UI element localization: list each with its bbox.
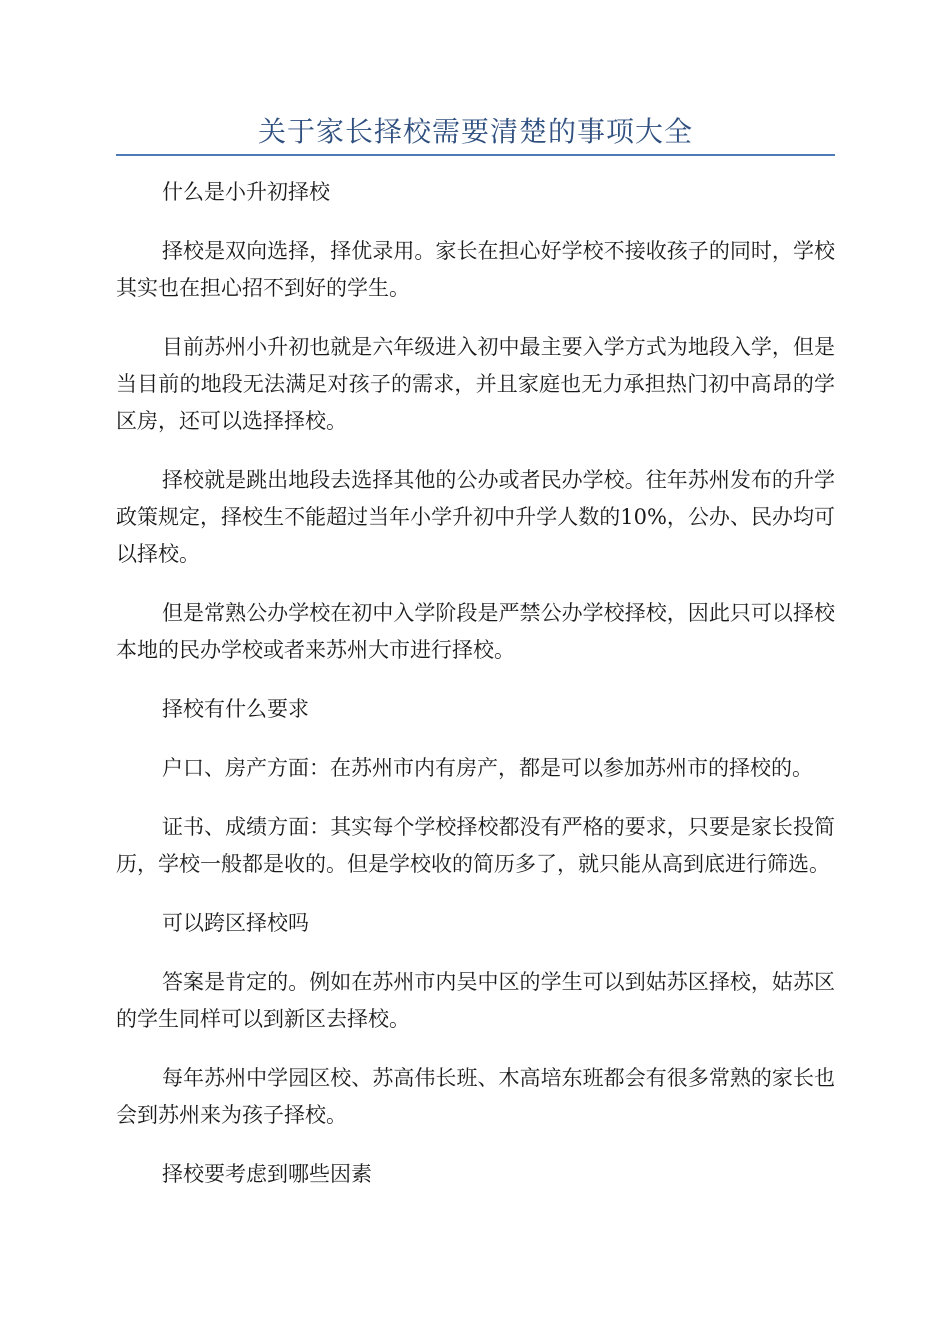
document-body bbox=[116, 174, 835, 1215]
section-heading: 择校要考虑到哪些因素 bbox=[162, 1162, 372, 1186]
section-heading: 可以跨区择校吗 bbox=[162, 911, 309, 935]
body-paragraph: 每年苏州中学园区校、苏高伟长班、木高培东班都会有很多常熟的家长也会到苏州来为孩子择校。 bbox=[116, 1066, 835, 1127]
body-paragraph: 择校就是跳出地段去选择其他的公办或者民办学校。往年苏州发布的升学政策规定，择校生不能超过当年小学升初中升学人数的10%，公办、民办均可以择校。 bbox=[116, 468, 835, 566]
title-underline bbox=[116, 154, 835, 156]
body-paragraph: 择校是双向选择，择优录用。家长在担心好学校不接收孩子的同时，学校其实也在担心招不到好的学生。 bbox=[116, 239, 835, 300]
body-paragraph: 证书、成绩方面：其实每个学校择校都没有严格的要求，只要是家长投简历，学校一般都是收的。但是学校收的简历多了，就只能从高到底进行筛选。 bbox=[116, 815, 835, 876]
section-heading: 什么是小升初择校 bbox=[162, 180, 330, 204]
body-paragraph: 答案是肯定的。例如在苏州市内吴中区的学生可以到姑苏区择校，姑苏区的学生同样可以到新区去择校。 bbox=[116, 970, 835, 1031]
body-paragraph: 但是常熟公办学校在初中入学阶段是严禁公办学校择校，因此只可以择校本地的民办学校或者来苏州大市进行择校。 bbox=[116, 601, 835, 662]
body-paragraph: 目前苏州小升初也就是六年级进入初中最主要入学方式为地段入学，但是当目前的地段无法满足对孩子的需求，并且家庭也无力承担热门初中高昂的学区房，还可以选择择校。 bbox=[116, 335, 835, 433]
section-heading: 择校有什么要求 bbox=[162, 697, 309, 721]
document-title: 关于家长择校需要清楚的事项大全 bbox=[257, 115, 693, 148]
body-paragraph: 户口、房产方面：在苏州市内有房产，都是可以参加苏州市的择校的。 bbox=[162, 756, 813, 780]
